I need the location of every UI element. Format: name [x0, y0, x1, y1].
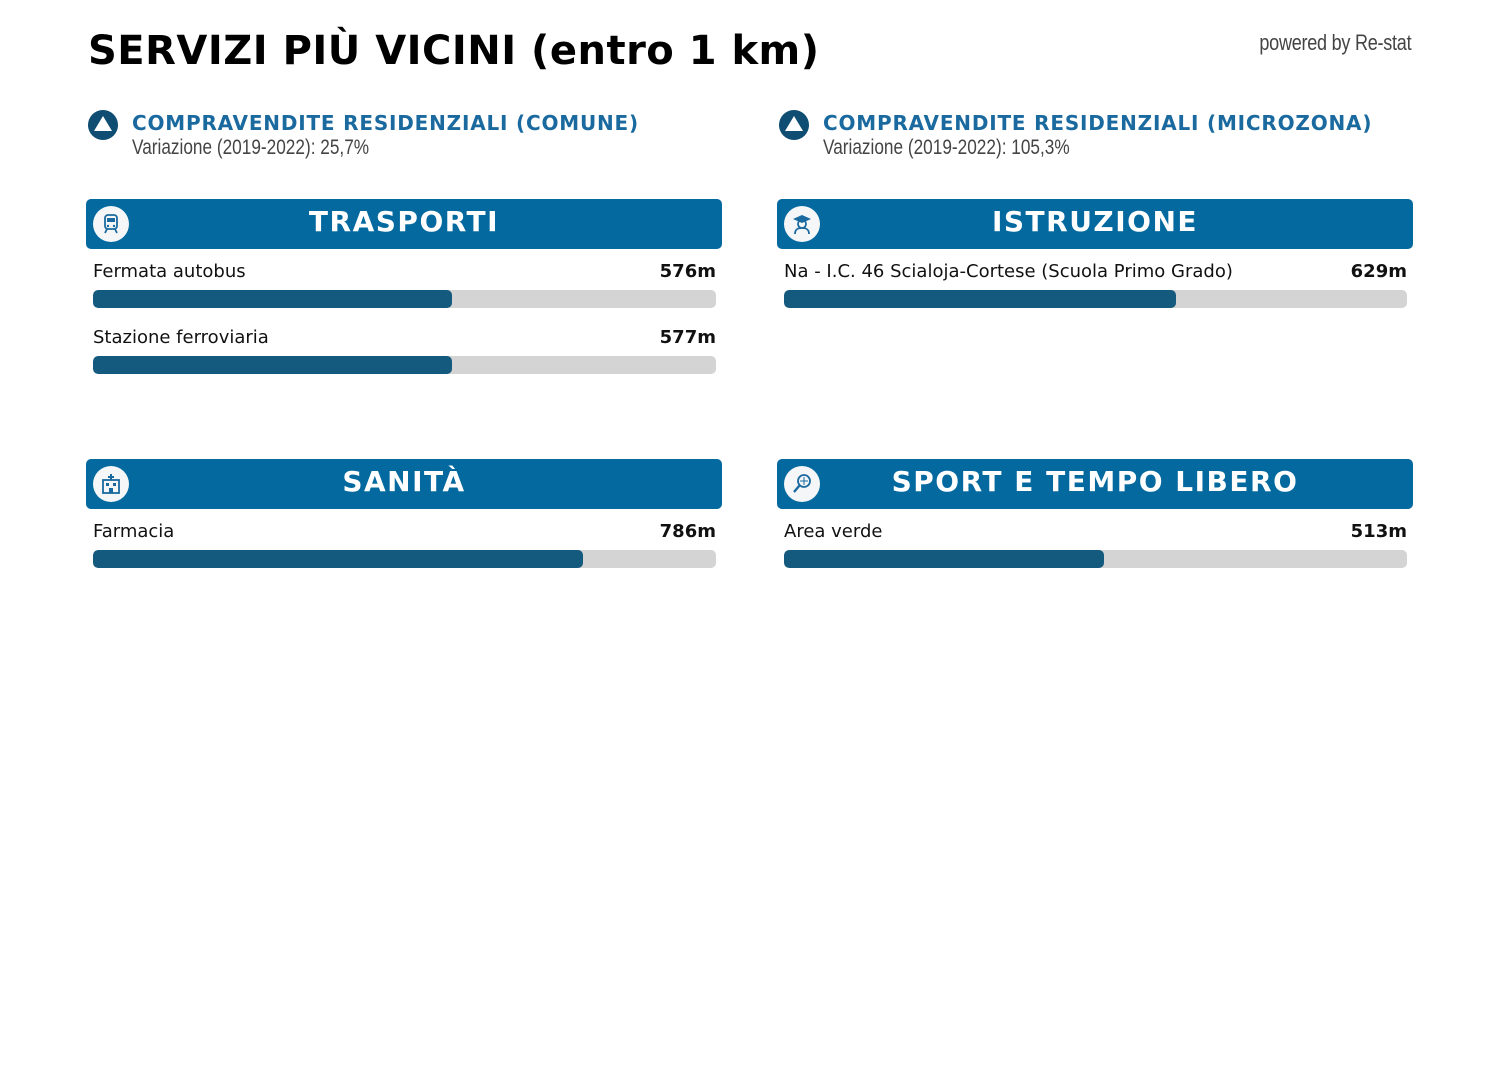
panel-title: SANITÀ — [342, 465, 466, 498]
service-list — [86, 509, 722, 575]
service-item — [93, 509, 716, 575]
service-item — [93, 249, 716, 315]
service-list — [777, 509, 1413, 575]
panel-header — [777, 459, 1413, 509]
panel-header — [86, 199, 722, 249]
distance-bar-track — [93, 550, 716, 568]
stat-subtitle: Variazione (2019-2022): 105,3% — [823, 136, 1070, 159]
panel-header — [86, 459, 722, 509]
service-list — [777, 249, 1413, 315]
distance-bar-track — [93, 356, 716, 374]
page-title: SERVIZI PIÙ VICINI (entro 1 km) — [88, 28, 820, 74]
service-name: Farmacia — [93, 521, 175, 542]
service-distance: 577m — [659, 327, 716, 348]
distance-bar-fill — [784, 550, 1104, 568]
distance-bar-track — [93, 290, 716, 308]
service-item — [784, 509, 1407, 575]
stat-title: COMPRAVENDITE RESIDENZIALI (COMUNE) — [132, 111, 639, 135]
service-list — [86, 249, 722, 381]
powered-by-label: powered by Re-stat — [1258, 30, 1411, 55]
service-distance: 629m — [1350, 261, 1407, 282]
service-distance: 786m — [659, 521, 716, 542]
distance-bar-fill — [93, 356, 452, 374]
stat-subtitle: Variazione (2019-2022): 25,7% — [132, 136, 370, 159]
service-name: Fermata autobus — [93, 261, 246, 282]
service-name: Stazione ferroviaria — [93, 327, 269, 348]
triangle-up-icon — [779, 110, 809, 140]
panel-sanita — [86, 459, 722, 575]
distance-bar-fill — [784, 290, 1176, 308]
triangle-up-icon — [88, 110, 118, 140]
service-item — [93, 315, 716, 381]
distance-bar-track — [784, 550, 1407, 568]
panel-istruzione — [777, 199, 1413, 315]
service-distance: 576m — [659, 261, 716, 282]
panel-header — [777, 199, 1413, 249]
panel-trasporti — [86, 199, 722, 381]
distance-bar-fill — [93, 290, 452, 308]
panel-sport — [777, 459, 1413, 575]
distance-bar-fill — [93, 550, 583, 568]
panel-title: ISTRUZIONE — [991, 205, 1199, 238]
panel-title: TRASPORTI — [308, 205, 500, 238]
panel-title: SPORT E TEMPO LIBERO — [891, 465, 1299, 498]
service-distance: 513m — [1350, 521, 1407, 542]
distance-bar-track — [784, 290, 1407, 308]
service-item — [784, 249, 1407, 315]
service-name: Na - I.C. 46 Scialoja-Cortese (Scuola Primo Grado) — [784, 261, 1233, 282]
service-name: Area verde — [784, 521, 883, 542]
stat-title: COMPRAVENDITE RESIDENZIALI (MICROZONA) — [823, 111, 1373, 135]
